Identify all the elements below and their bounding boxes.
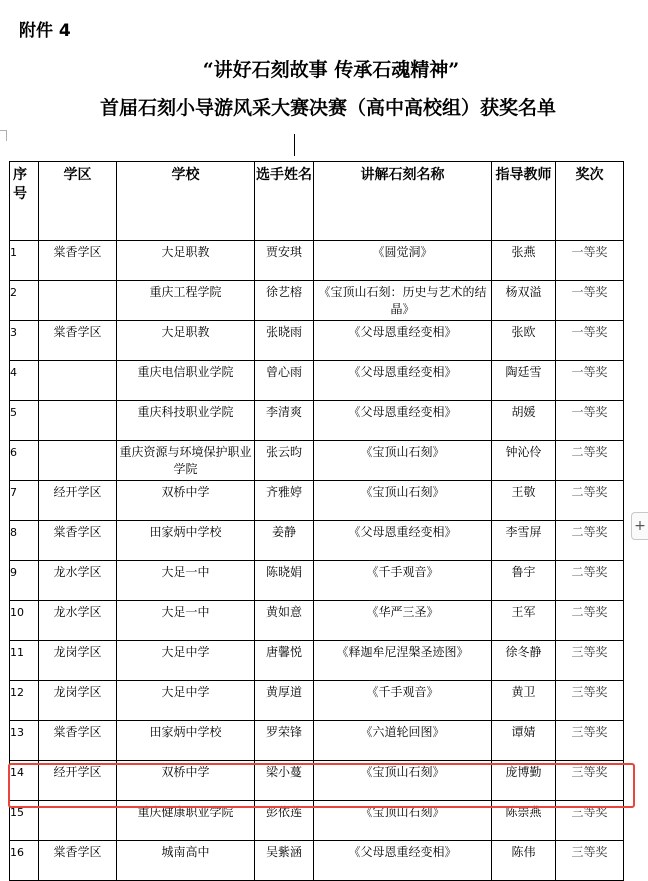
cell-teacher: 张欧	[492, 321, 556, 361]
cell-district	[39, 401, 117, 441]
cell-award: 三等奖	[556, 681, 624, 721]
cell-work: 《千手观音》	[314, 681, 492, 721]
cell-num: 7	[10, 481, 39, 521]
cell-num: 4	[10, 361, 39, 401]
cell-teacher: 张燕	[492, 241, 556, 281]
table-row	[10, 601, 624, 641]
cell-teacher: 鲁宇	[492, 561, 556, 601]
cell-school: 重庆科技职业学院	[117, 401, 255, 441]
cell-work: 《宝顶山石刻：历史与艺术的结晶》	[314, 281, 492, 321]
col-header-district: 学区	[39, 162, 117, 241]
cell-num: 14	[10, 761, 39, 801]
cell-school: 重庆健康职业学院	[117, 801, 255, 841]
cell-work: 《父母恩重经变相》	[314, 401, 492, 441]
cell-award: 一等奖	[556, 321, 624, 361]
cell-district: 棠香学区	[39, 521, 117, 561]
col-header-teacher: 指导教师	[492, 162, 556, 241]
cell-work: 《宝顶山石刻》	[314, 441, 492, 481]
cell-name: 吴紫涵	[255, 841, 314, 881]
cell-name: 黄厚道	[255, 681, 314, 721]
cell-district: 龙水学区	[39, 561, 117, 601]
cell-award: 一等奖	[556, 241, 624, 281]
cell-teacher: 钟沁伶	[492, 441, 556, 481]
cell-num: 13	[10, 721, 39, 761]
title-line-2: 首届石刻小导游风采大赛决赛（高中高校组）获奖名单	[99, 97, 556, 119]
table-row	[10, 761, 624, 801]
table-row	[10, 281, 624, 321]
cell-work: 《圆觉洞》	[314, 241, 492, 281]
cell-num: 10	[10, 601, 39, 641]
cell-name: 张云昀	[255, 441, 314, 481]
table-row	[10, 561, 624, 601]
cell-district	[39, 801, 117, 841]
cell-district: 龙岗学区	[39, 681, 117, 721]
cell-num: 6	[10, 441, 39, 481]
cell-num: 9	[10, 561, 39, 601]
cell-award: 三等奖	[556, 841, 624, 881]
cell-award: 二等奖	[556, 601, 624, 641]
cell-work: 《释迦牟尼涅槃圣迹图》	[314, 641, 492, 681]
cell-school: 城南高中	[117, 841, 255, 881]
cell-school: 重庆资源与环境保护职业学院	[117, 441, 255, 481]
cell-award: 一等奖	[556, 281, 624, 321]
cell-district: 棠香学区	[39, 321, 117, 361]
cell-teacher: 王敬	[492, 481, 556, 521]
cell-school: 田家炳中学校	[117, 721, 255, 761]
cell-award: 二等奖	[556, 481, 624, 521]
cell-name: 梁小蔓	[255, 761, 314, 801]
cell-school: 大足一中	[117, 561, 255, 601]
col-header-name: 选手姓名	[255, 162, 314, 241]
cell-teacher: 李雪屏	[492, 521, 556, 561]
col-header-work: 讲解石刻名称	[314, 162, 492, 241]
cell-school: 大足职教	[117, 241, 255, 281]
cell-name: 李清爽	[255, 401, 314, 441]
table-row	[10, 241, 624, 281]
cell-name: 唐馨悦	[255, 641, 314, 681]
cell-name: 陈晓娟	[255, 561, 314, 601]
text-cursor	[294, 134, 295, 156]
cell-award: 一等奖	[556, 401, 624, 441]
table-row	[10, 481, 624, 521]
cell-name: 罗荣锋	[255, 721, 314, 761]
cell-name: 张晓雨	[255, 321, 314, 361]
cell-school: 大足一中	[117, 601, 255, 641]
cell-num: 16	[10, 841, 39, 881]
cell-school: 双桥中学	[117, 761, 255, 801]
table-header-row	[10, 162, 624, 241]
cell-name: 徐艺榕	[255, 281, 314, 321]
cell-work: 《父母恩重经变相》	[314, 841, 492, 881]
col-header-award: 奖次	[556, 162, 624, 241]
awards-table	[9, 161, 624, 881]
cell-work: 《六道轮回图》	[314, 721, 492, 761]
cell-name: 姜静	[255, 521, 314, 561]
cell-teacher: 黄卫	[492, 681, 556, 721]
table-row	[10, 841, 624, 881]
cell-name: 彭依莲	[255, 801, 314, 841]
cell-num: 5	[10, 401, 39, 441]
cell-teacher: 谭婧	[492, 721, 556, 761]
cell-teacher: 胡媛	[492, 401, 556, 441]
cell-award: 一等奖	[556, 361, 624, 401]
cell-work: 《宝顶山石刻》	[314, 801, 492, 841]
cell-work: 《华严三圣》	[314, 601, 492, 641]
cell-school: 重庆工程学院	[117, 281, 255, 321]
cell-award: 三等奖	[556, 641, 624, 681]
table-row	[10, 681, 624, 721]
cell-num: 8	[10, 521, 39, 561]
cell-num: 2	[10, 281, 39, 321]
page-margin-marker	[0, 130, 7, 141]
cell-school: 重庆电信职业学院	[117, 361, 255, 401]
cell-work: 《父母恩重经变相》	[314, 521, 492, 561]
attachment-label: 附件 4	[19, 21, 71, 41]
title-line-1: “讲好石刻故事 传承石魂精神”	[202, 59, 460, 81]
plus-icon: +	[634, 518, 646, 534]
cell-num: 11	[10, 641, 39, 681]
cell-district: 经开学区	[39, 761, 117, 801]
cell-school: 大足职教	[117, 321, 255, 361]
table-row	[10, 401, 624, 441]
cell-teacher: 杨双溢	[492, 281, 556, 321]
cell-school: 田家炳中学校	[117, 521, 255, 561]
cell-name: 贾安琪	[255, 241, 314, 281]
cell-district: 棠香学区	[39, 841, 117, 881]
cell-num: 3	[10, 321, 39, 361]
cell-district: 棠香学区	[39, 241, 117, 281]
cell-award: 三等奖	[556, 721, 624, 761]
cell-teacher: 王军	[492, 601, 556, 641]
col-header-school: 学校	[117, 162, 255, 241]
cell-name: 齐雅婷	[255, 481, 314, 521]
cell-award: 二等奖	[556, 561, 624, 601]
table-row	[10, 721, 624, 761]
cell-teacher: 陈崇燕	[492, 801, 556, 841]
cell-work: 《父母恩重经变相》	[314, 361, 492, 401]
table-row	[10, 521, 624, 561]
table-row	[10, 321, 624, 361]
cell-district	[39, 441, 117, 481]
cell-work: 《宝顶山石刻》	[314, 481, 492, 521]
cell-work: 《宝顶山石刻》	[314, 761, 492, 801]
cell-award: 二等奖	[556, 521, 624, 561]
cell-num: 1	[10, 241, 39, 281]
table-row	[10, 361, 624, 401]
table-row	[10, 441, 624, 481]
cell-school: 双桥中学	[117, 481, 255, 521]
cell-school: 大足中学	[117, 681, 255, 721]
cell-teacher: 庞博勤	[492, 761, 556, 801]
cell-teacher: 陶廷雪	[492, 361, 556, 401]
cell-school: 大足中学	[117, 641, 255, 681]
cell-district: 经开学区	[39, 481, 117, 521]
cell-teacher: 徐冬静	[492, 641, 556, 681]
col-header-num: 序号	[10, 162, 39, 241]
cell-district	[39, 361, 117, 401]
cell-num: 12	[10, 681, 39, 721]
cell-name: 黄如意	[255, 601, 314, 641]
cell-name: 曾心雨	[255, 361, 314, 401]
cell-district	[39, 281, 117, 321]
cell-award: 三等奖	[556, 801, 624, 841]
cell-teacher: 陈伟	[492, 841, 556, 881]
cell-award: 二等奖	[556, 441, 624, 481]
cell-work: 《千手观音》	[314, 561, 492, 601]
table-row	[10, 801, 624, 841]
cell-district: 龙水学区	[39, 601, 117, 641]
cell-work: 《父母恩重经变相》	[314, 321, 492, 361]
cell-num: 15	[10, 801, 39, 841]
cell-district: 龙岗学区	[39, 641, 117, 681]
cell-award: 三等奖	[556, 761, 624, 801]
cell-district: 棠香学区	[39, 721, 117, 761]
table-row	[10, 641, 624, 681]
side-expand-button[interactable]	[631, 512, 648, 540]
